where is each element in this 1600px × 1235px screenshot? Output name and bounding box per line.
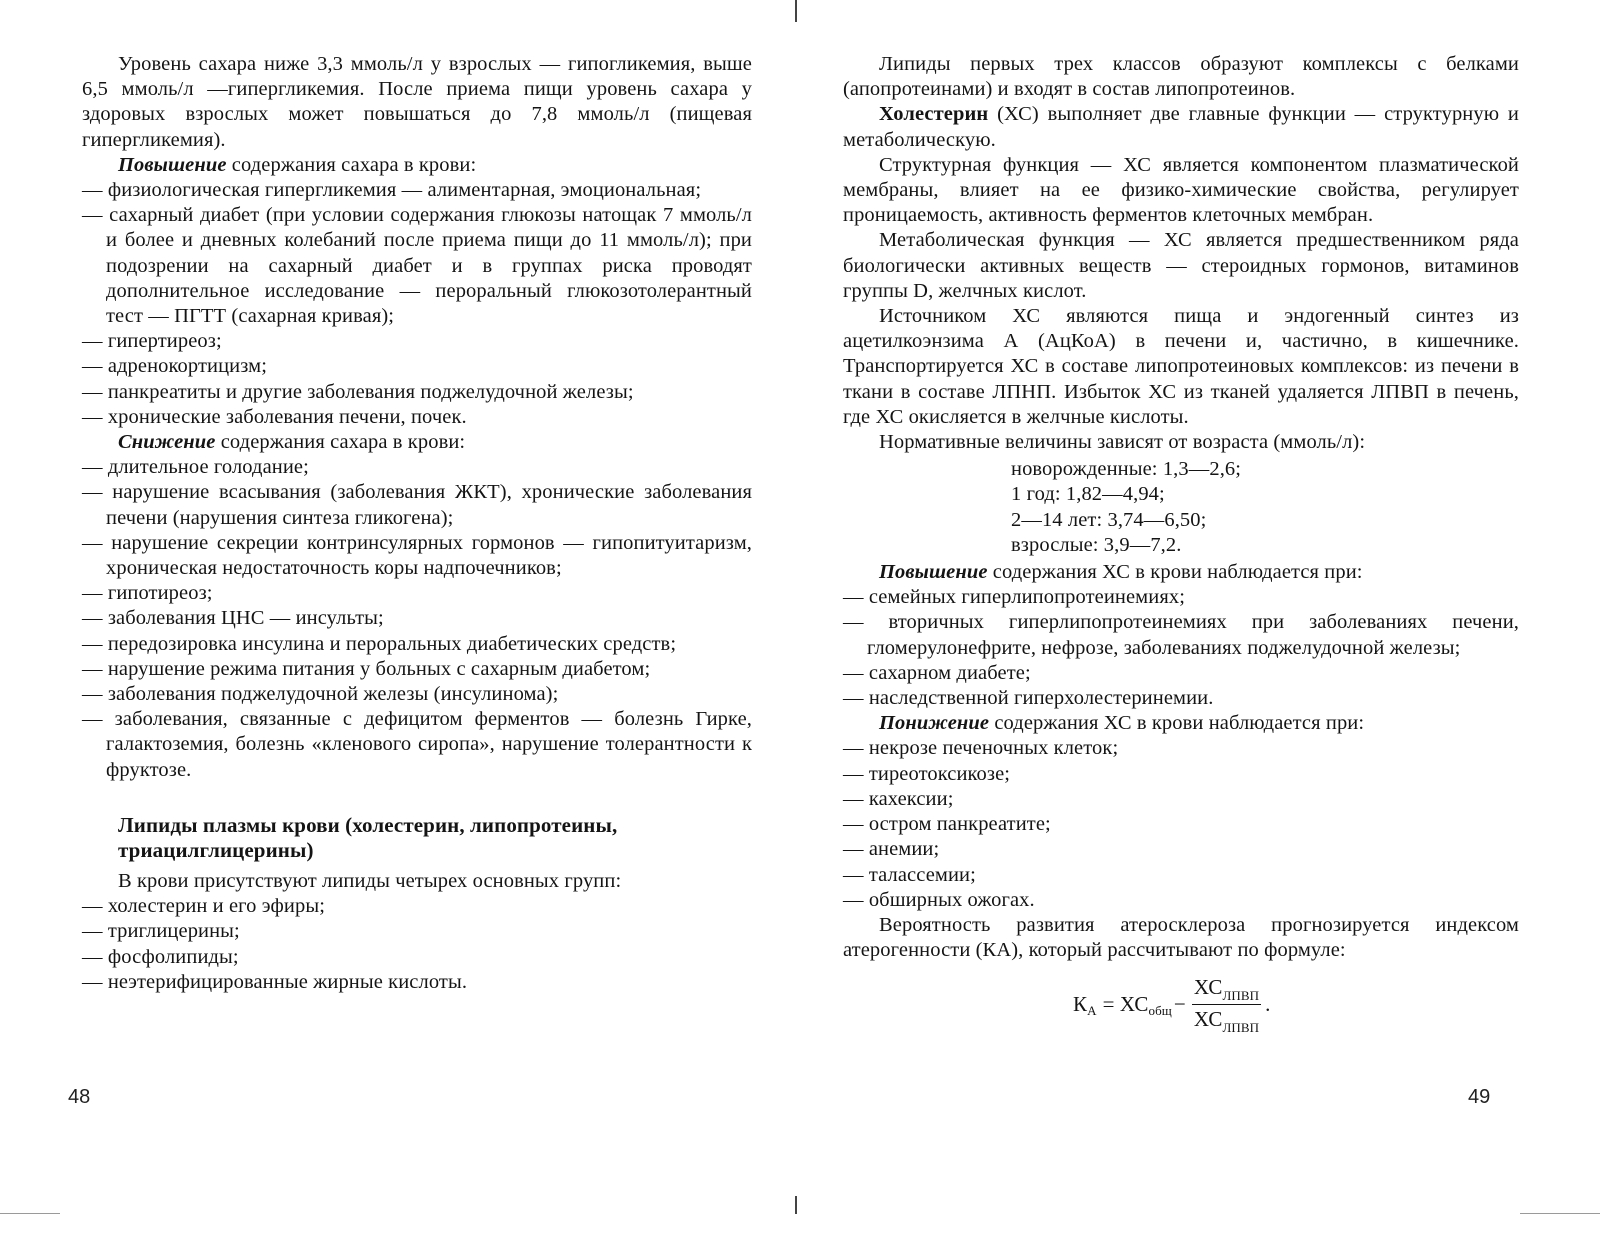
- sugar-decrease-text: содержания сахара в крови:: [215, 431, 466, 454]
- formula-dot: .: [1265, 991, 1271, 1016]
- formula-fraction: [1192, 975, 1261, 1033]
- lipid-complexes-paragraph: Липиды первых трех классов образуют комплексы с белками (апопротеинами) и входят в состав липопротеинов.: [843, 53, 1519, 101]
- lipids-intro: В крови присутствуют липиды четырех основных групп:: [118, 869, 622, 892]
- chol-increase-intro: [843, 560, 1519, 585]
- right-page: [843, 52, 1519, 1034]
- list-item: — заболевания, связанные с дефицитом ферментов — болезнь Гирке, галактоземия, болезнь «кленового сиропа», нарушение толерантности к фруктозе.: [82, 708, 752, 781]
- list-item: — остром панкреатите;: [843, 813, 1051, 836]
- section-heading: Липиды плазмы крови (холестерин, липопротеины, триацилглицерины): [118, 812, 618, 862]
- list-item: — заболевания ЦНС — инсульты;: [82, 607, 384, 630]
- list-item: — длительное голодание;: [82, 456, 309, 479]
- formula-equals-total: = ХС: [1102, 991, 1149, 1016]
- list-item: — хронические заболевания печени, почек.: [82, 405, 467, 428]
- list-item: — физиологическая гипергликемия — алиментарная, эмоциональная;: [82, 179, 702, 202]
- norms-intro: Нормативные величины зависят от возраста (ммоль/л):: [879, 431, 1366, 454]
- formula-denominator: [1192, 1005, 1261, 1034]
- cholesterol-label: Холестерин: [879, 103, 989, 126]
- formula-numerator-text: ХС: [1193, 975, 1223, 1000]
- list-item: новорожденные: 1,3—2,6;: [1011, 458, 1242, 481]
- list-item: — холестерин и его эфиры;: [82, 895, 326, 918]
- sugar-increase-label: Повышение: [118, 153, 227, 176]
- formula-minus: −: [1173, 991, 1186, 1016]
- sugar-increase-text: содержания сахара в крови:: [226, 153, 477, 176]
- page-number-right: 49: [1468, 1086, 1491, 1108]
- list-item: — анемии;: [843, 838, 940, 861]
- list-item: — триглицерины;: [82, 920, 240, 943]
- list-item: — тиреотоксикозе;: [843, 762, 1011, 785]
- formula-total-subscript: общ: [1148, 1002, 1172, 1018]
- chol-decrease-list: [843, 736, 1519, 912]
- metabolic-function-paragraph: Метаболическая функция — ХС является предшественником ряда биологически активных веществ — стероидных гормонов, витаминов группы D, желчных кислот.: [843, 229, 1519, 302]
- list-item: — кахексии;: [843, 787, 954, 810]
- list-item: взрослые: 3,9—7,2.: [1011, 533, 1182, 556]
- list-item: — нарушение режима питания у больных с сахарным диабетом;: [82, 657, 651, 680]
- left-page: [82, 52, 752, 995]
- scan-edge-right: [1520, 1213, 1600, 1214]
- sugar-decrease-intro: [82, 430, 752, 455]
- structural-function-paragraph: Структурная функция — ХС является компонентом плазматической мембраны, влияет на ее физико-химические свойства, регулирует проницаемость, активность ферментов клеточных мембран.: [843, 153, 1519, 227]
- sugar-levels-paragraph: Уровень сахара ниже 3,3 ммоль/л у взрослых — гипогликемия, выше 6,5 ммоль/л —гипергликемия. После приема пищи уровень сахара у здоровых взрослых может повышаться до 7,8 ммоль/л (пищевая гипергликемия).: [82, 53, 752, 151]
- chol-decrease-intro: [843, 711, 1519, 736]
- chol-increase-text: содержания ХС в крови наблюдается при:: [987, 561, 1363, 584]
- sugar-decrease-label: Снижение: [118, 431, 216, 454]
- list-item: — некрозе печеночных клеток;: [843, 737, 1119, 760]
- cholesterol-source-paragraph: Источником ХС являются пища и эндогенный синтез из ацетилкоэнзима А (АцКоА) в печени и, частично, в кишечнике. Транспортируется ХС в составе липопротеиновых комплексов: из печени в ткани в составе ЛПНП. Избыток ХС из тканей удаляется ЛПВП в печень, где ХС окисляется в желчные кислоты.: [843, 305, 1519, 428]
- list-item: — нарушение всасывания (заболевания ЖКТ), хронические заболевания печени (нарушения синтеза гликогена);: [82, 481, 752, 529]
- list-item: — фосфолипиды;: [82, 945, 239, 968]
- gutter-mark-bottom: [795, 1196, 797, 1214]
- formula-denominator-text: ХС: [1193, 1006, 1223, 1031]
- formula-numerator: [1192, 975, 1261, 1004]
- sugar-increase-list: [82, 178, 752, 430]
- list-item: 1 год: 1,82—4,94;: [1011, 483, 1165, 506]
- formula-k-subscript: А: [1087, 1002, 1097, 1018]
- cholesterol-functions-paragraph: [843, 102, 1519, 152]
- chol-decrease-label: Понижение: [879, 712, 990, 735]
- list-item: — сахарный диабет (при условии содержания глюкозы натощак 7 ммоль/л и более и дневных колебаний после приема пищи до 11 ммоль/л); при подозрении на сахарный диабет и в группах риска проводят дополнительное исследование — пероральный глюкозотолерантный тест — ПГТТ (сахарная кривая);: [82, 204, 752, 328]
- formula-denominator-subscript: ЛПВП: [1222, 1019, 1260, 1035]
- list-item: — семейных гиперлипопротеинемиях;: [843, 586, 1186, 609]
- atherogenic-index-formula: [1073, 975, 1519, 1033]
- list-item: 2—14 лет: 3,74—6,50;: [1011, 508, 1207, 531]
- cholesterol-functions-text: (ХС) выполняет две главные функции — структурную и метаболическую.: [843, 103, 1519, 151]
- list-item: — обширных ожогах.: [843, 888, 1035, 911]
- list-item: — адренокортицизм;: [82, 355, 268, 378]
- sugar-increase-intro: [82, 153, 752, 178]
- list-item: — панкреатиты и другие заболевания поджелудочной железы;: [82, 380, 634, 403]
- lipid-groups-list: [82, 894, 752, 995]
- page-number-left: 48: [68, 1086, 91, 1108]
- atherogenic-index-paragraph: Вероятность развития атеросклероза прогнозируется индексом атерогенности (КА), который рассчитывают по формуле:: [843, 913, 1519, 962]
- chol-decrease-text: содержания ХС в крови наблюдается при:: [989, 712, 1365, 735]
- scan-edge-left: [0, 1213, 60, 1214]
- list-item: — вторичных гиперлипопротеинемиях при заболеваниях печени, гломерулонефрите, нефрозе, заболеваниях поджелудочной железы;: [843, 611, 1519, 659]
- formula-k: К: [1073, 991, 1088, 1016]
- norms-list: [1011, 457, 1519, 558]
- list-item: — заболевания поджелудочной железы (инсулинома);: [82, 683, 559, 706]
- chol-increase-label: Повышение: [879, 561, 988, 584]
- list-item: — гипотиреоз;: [82, 582, 213, 605]
- sugar-decrease-list: [82, 455, 752, 783]
- list-item: — талассемии;: [843, 863, 976, 886]
- chol-increase-list: [843, 585, 1519, 711]
- list-item: — неэтерифицированные жирные кислоты.: [82, 970, 468, 993]
- list-item: — нарушение секреции контринсулярных гормонов — гипопитуитаризм, хроническая недостаточность коры надпочечников;: [82, 531, 752, 580]
- list-item: — сахарном диабете;: [843, 661, 1031, 684]
- list-item: — наследственной гиперхолестеринемии.: [843, 687, 1214, 710]
- list-item: — гипертиреоз;: [82, 330, 222, 353]
- gutter-mark-top: [795, 0, 797, 22]
- list-item: — передозировка инсулина и пероральных диабетических средств;: [82, 632, 677, 655]
- formula-numerator-subscript: ЛПВП: [1222, 988, 1260, 1004]
